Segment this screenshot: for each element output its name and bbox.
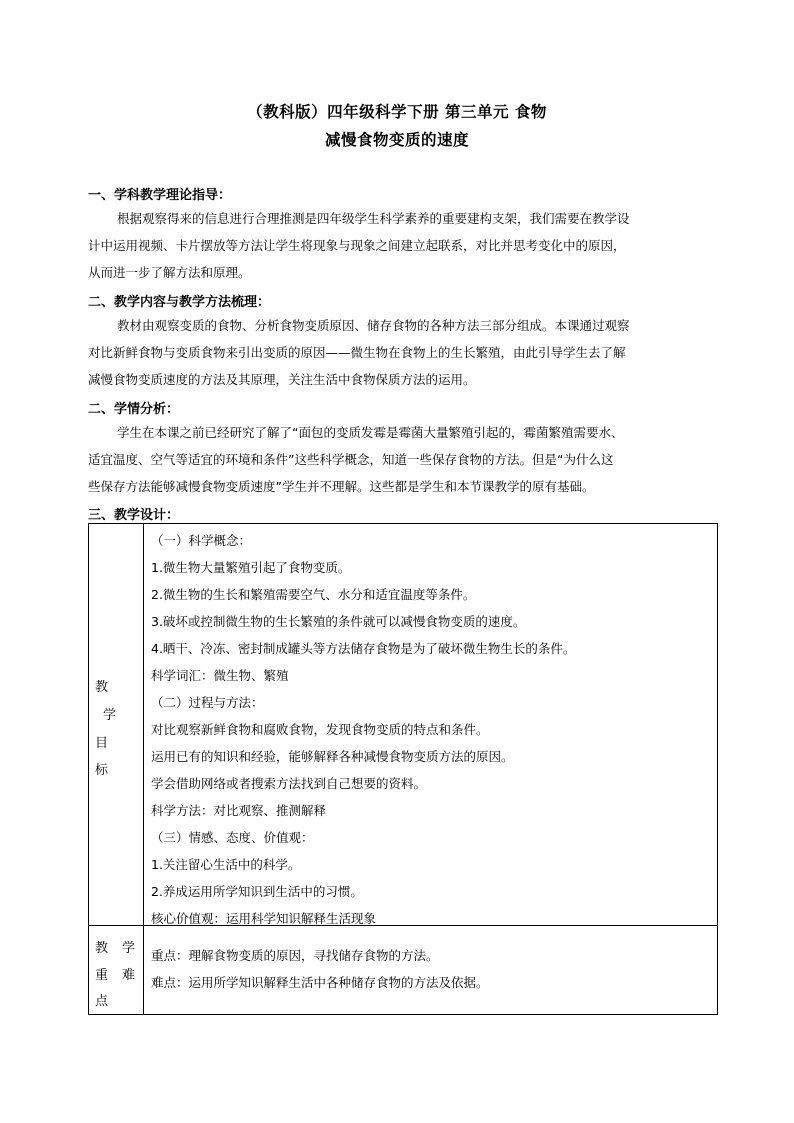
section-paragraph-theory [88,205,708,286]
paragraph-line: 减慢食物变质速度的方法及其原理，关注生活中食物保质方法的运用。 [88,372,476,387]
section-heading-content: 二、教学内容与教学方法梳理： [88,295,271,310]
paragraph-line: 对比新鲜食物与变质食物来引出变质的原因——微生物在食物上的生长繁殖，由此引导学生去了解 [88,345,626,360]
section-paragraph-content [88,312,708,393]
cell-line: 重点：理解食物变质的原因，寻找储存食物的方法。 [151,948,439,963]
paragraph-line: 根据观察得来的信息进行合理推测是四年级学生科学素养的重要建构支架，我们需要在教学设 [117,211,630,226]
paragraph-line: 计中运用视频、卡片摆放等方法让学生将现象与现象之间建立起联系，对比并思考变化中的原因， [88,238,626,253]
lesson-title: 减慢食物变质的速度 [324,130,469,149]
row-label-keypoints-char: 学 [122,941,136,956]
cell-line: 1.关注留心生活中的科学。 [151,857,301,872]
cell-line: （三）情感、态度、价值观： [151,830,314,845]
paragraph-line: 适宜温度、空气等适宜的环境和条件”这些科学概念，知道一些保存食物的方法。但是“为什么这 [88,452,614,467]
table-column-divider [143,524,144,1014]
cell-line: 1.微生物大量繁殖引起了食物变质。 [151,560,351,575]
objectives-cell [151,527,575,932]
cell-line: 难点：运用所学知识解释生活中各种储存食物的方法及依据。 [151,975,489,990]
cell-line: （二）过程与方法： [151,695,264,710]
cell-line: 4.晒干、冷冻、密封制成罐头等方法储存食物是为了破坏微生物生长的条件。 [151,641,576,656]
document-title: （教科版）四年级科学下册 第三单元 食物 [247,102,547,121]
lesson-design-table [88,523,718,1015]
row-label-keypoints-char: 难 [122,968,136,983]
section-heading-students: 二、学情分析： [88,402,180,417]
paragraph-line: 从而进一步了解方法和原理。 [88,265,251,280]
row-label-objectives-char: 教 [95,680,109,695]
section-paragraph-students [88,419,708,500]
row-label-objectives-char: 目 [95,736,109,751]
row-label-keypoints-char: 重 [95,968,109,983]
row-label-keypoints-char: 点 [95,994,109,1009]
cell-line: （一）科学概念： [151,533,252,548]
cell-line: 科学词汇：微生物、繁殖 [151,668,289,683]
cell-line: 学会借助网络或者搜索方法找到自己想要的资料。 [151,776,427,791]
paragraph-line: 学生在本课之前已经研究了解了“面包的变质发霉是霉菌大量繁殖引起的，霉菌繁殖需要水、 [117,425,624,440]
cell-line: 对比观察新鲜食物和腐败食物，发现食物变质的特点和条件。 [151,722,489,737]
row-label-objectives-char: 学 [103,708,117,723]
cell-line: 核心价值观：运用科学知识解释生活现象 [151,911,377,926]
section-heading-design: 三、教学设计： [88,508,180,523]
cell-line: 科学方法：对比观察、推测解释 [151,803,327,818]
cell-line: 2.养成运用所学知识到生活中的习惯。 [151,884,363,899]
section-heading-theory: 一、学科教学理论指导： [88,188,232,203]
row-label-objectives-char: 标 [95,763,109,778]
paragraph-line: 些保存方法能够减慢食物变质速度”学生并不理解。这些都是学生和本节课教学的原有基础。 [88,479,595,494]
paragraph-line: 教材由观察变质的食物、分析食物变质原因、储存食物的各种方法三部分组成。本课通过观察 [117,318,630,333]
cell-line: 运用已有的知识和经验，能够解释各种减慢食物变质方法的原因。 [151,749,514,764]
cell-line: 2.微生物的生长和繁殖需要空气、水分和适宜温度等条件。 [151,587,476,602]
cell-line: 3.破坏或控制微生物的生长繁殖的条件就可以减慢食物变质的速度。 [151,614,526,629]
keypoints-cell [151,942,489,996]
row-label-keypoints-char: 教 [95,941,109,956]
